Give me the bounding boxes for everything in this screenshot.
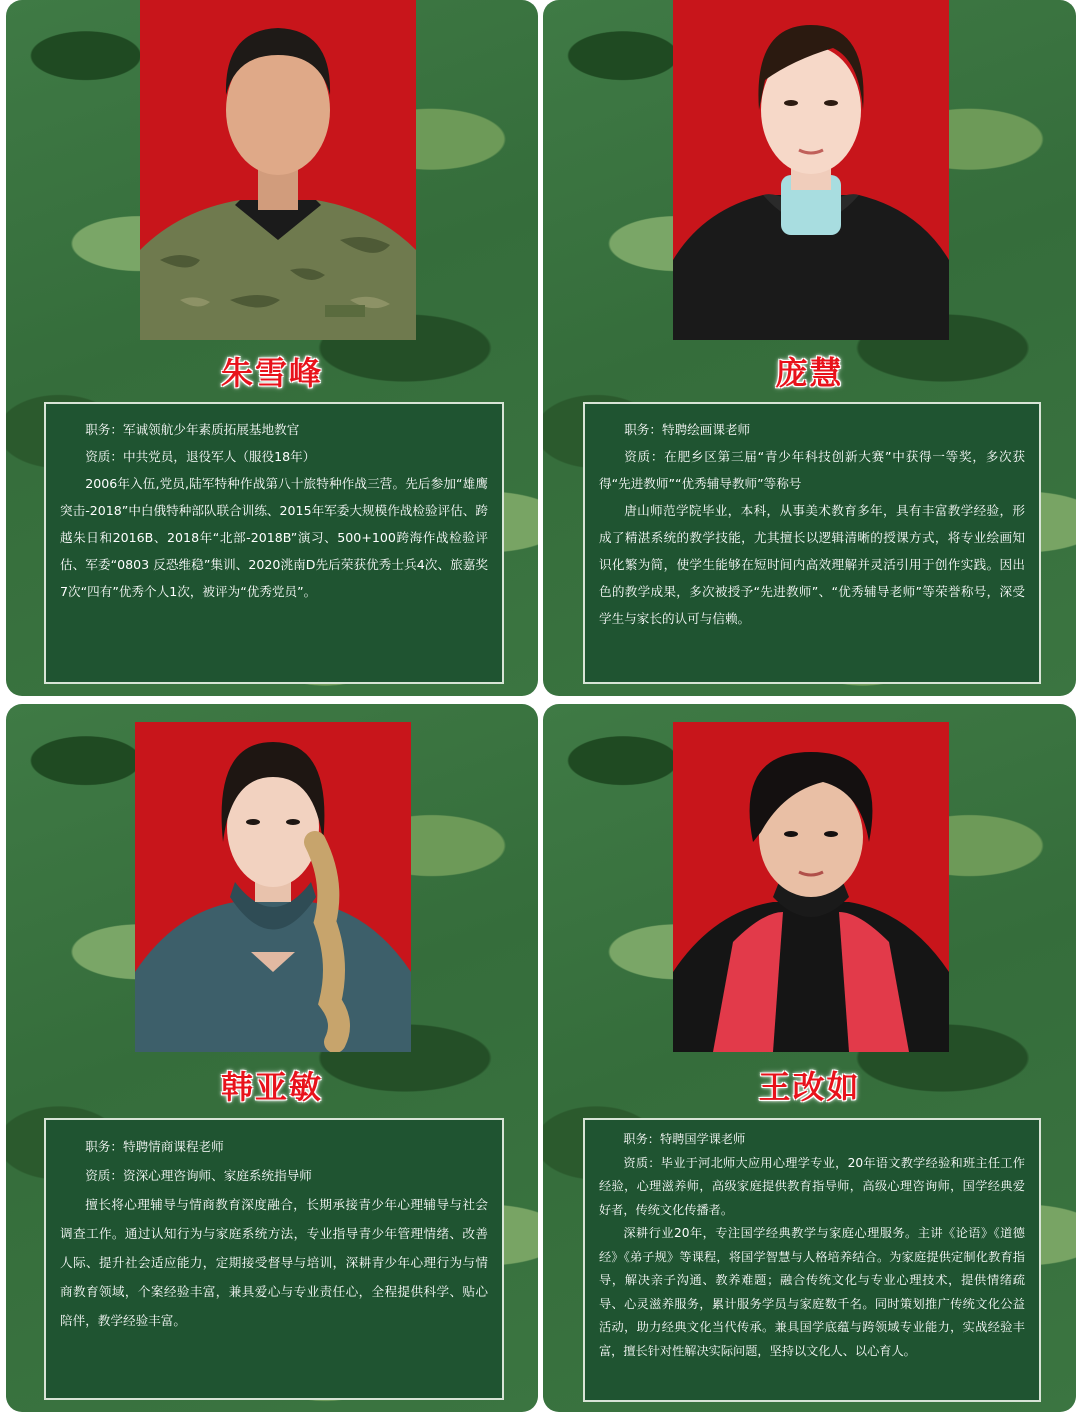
woman-portrait-icon <box>673 0 949 340</box>
teacher-name: 韩亚敏 <box>220 1068 323 1106</box>
teacher-position: 职务：特聘国学课老师 <box>623 1132 746 1146</box>
profile-photo <box>135 722 411 1052</box>
teacher-qualification: 资质：毕业于河北师大应用心理学专业，20年语文教学经验和班主任工作经验，心理滋养师，高级家庭提供教育指导师，高级心理咨询师，国学经典爱好者，传统文化传播者。 <box>599 1155 1025 1217</box>
teacher-info-panel <box>44 402 504 684</box>
profile-card <box>543 0 1076 696</box>
teacher-info-panel <box>44 1118 504 1400</box>
teacher-qualification: 资质：资深心理咨询师、家庭系统指导师 <box>85 1168 312 1183</box>
woman-braid-portrait-icon <box>135 722 411 1052</box>
profile-photo <box>673 0 949 340</box>
teacher-name: 庞慧 <box>775 354 844 392</box>
teacher-qualification: 资质：中共党员，退役军人（服役18年） <box>85 449 316 464</box>
profile-card <box>6 0 538 696</box>
teacher-info-panel <box>583 402 1041 684</box>
profile-photo <box>673 722 949 1052</box>
teacher-bio: 深耕行业20年，专注国学经典教学与家庭心理服务。主讲《论语》《道德经》《弟子规》等课程，将国学智慧与人格培养结合。为家庭提供定制化教育指导，解决亲子沟通、教养难题；融合传统文化与专业心理技术，提供情绪疏导、心灵滋养服务，累计服务学员与家庭数千名。同时策划推广传统文化公益活动，助力经典文化当代传承。兼具国学底蕴与跨领域专业能力，实战经验丰富，擅长针对性解决实际问题，坚持以文化人、以心育人。 <box>599 1226 1025 1358</box>
profile-photo <box>140 0 416 340</box>
teacher-bio: 擅长将心理辅导与情商教育深度融合，长期承接青少年心理辅导与社会调查工作。通过认知行为与家庭系统方法，专业指导青少年管理情绪、改善人际、提升社会适应能力，定期接受督导与培训，深耕青少年心理行为与情商教育领域，个案经验丰富，兼具爱心与专业责任心，全程提供科学、贴心陪伴，教学经验丰富。 <box>60 1197 488 1328</box>
teacher-bio: 唐山师范学院毕业，本科，从事美术教育多年，具有丰富教学经验，形成了精湛系统的教学技能，尤其擅长以逻辑清晰的授课方式，将专业绘画知识化繁为简，使学生能够在短时间内高效理解并灵活引用于创作实践。因出色的教学成果，多次被授予“先进教师”、“优秀辅导老师”等荣誉称号，深受学生与家长的认可与信赖。 <box>599 503 1025 626</box>
teacher-info-panel <box>583 1118 1041 1402</box>
teacher-qualification: 资质：在肥乡区第三届“青少年科技创新大赛”中获得一等奖，多次获得“先进教师”“优秀辅导教师”等称号 <box>599 449 1025 491</box>
teacher-name: 王改如 <box>758 1068 861 1106</box>
soldier-portrait-icon <box>140 0 416 340</box>
teacher-position: 职务：军诚领航少年素质拓展基地教官 <box>85 422 300 437</box>
profile-card <box>543 704 1076 1412</box>
teacher-name: 朱雪峰 <box>220 354 323 392</box>
teacher-position: 职务：特聘绘画课老师 <box>624 422 751 437</box>
teacher-bio: 2006年入伍,党员,陆军特种作战第八十旅特种作战三营。先后参加“雄鹰突击-2018”中白俄特种部队联合训练、2015年军委大规模作战检验评估、跨越朱日和2016B、2018年“北部-2018B”演习、500+100跨海作战检验评估、军委“0803 反恐维稳”集训、2020洮南D先后荣获优秀士兵4次、旅嘉奖7次“四有”优秀个人1次，被评为“优秀党员”。 <box>60 476 488 599</box>
woman-red-scarf-portrait-icon <box>673 722 949 1052</box>
teacher-position: 职务：特聘情商课程老师 <box>85 1139 224 1154</box>
profile-card <box>6 704 538 1412</box>
